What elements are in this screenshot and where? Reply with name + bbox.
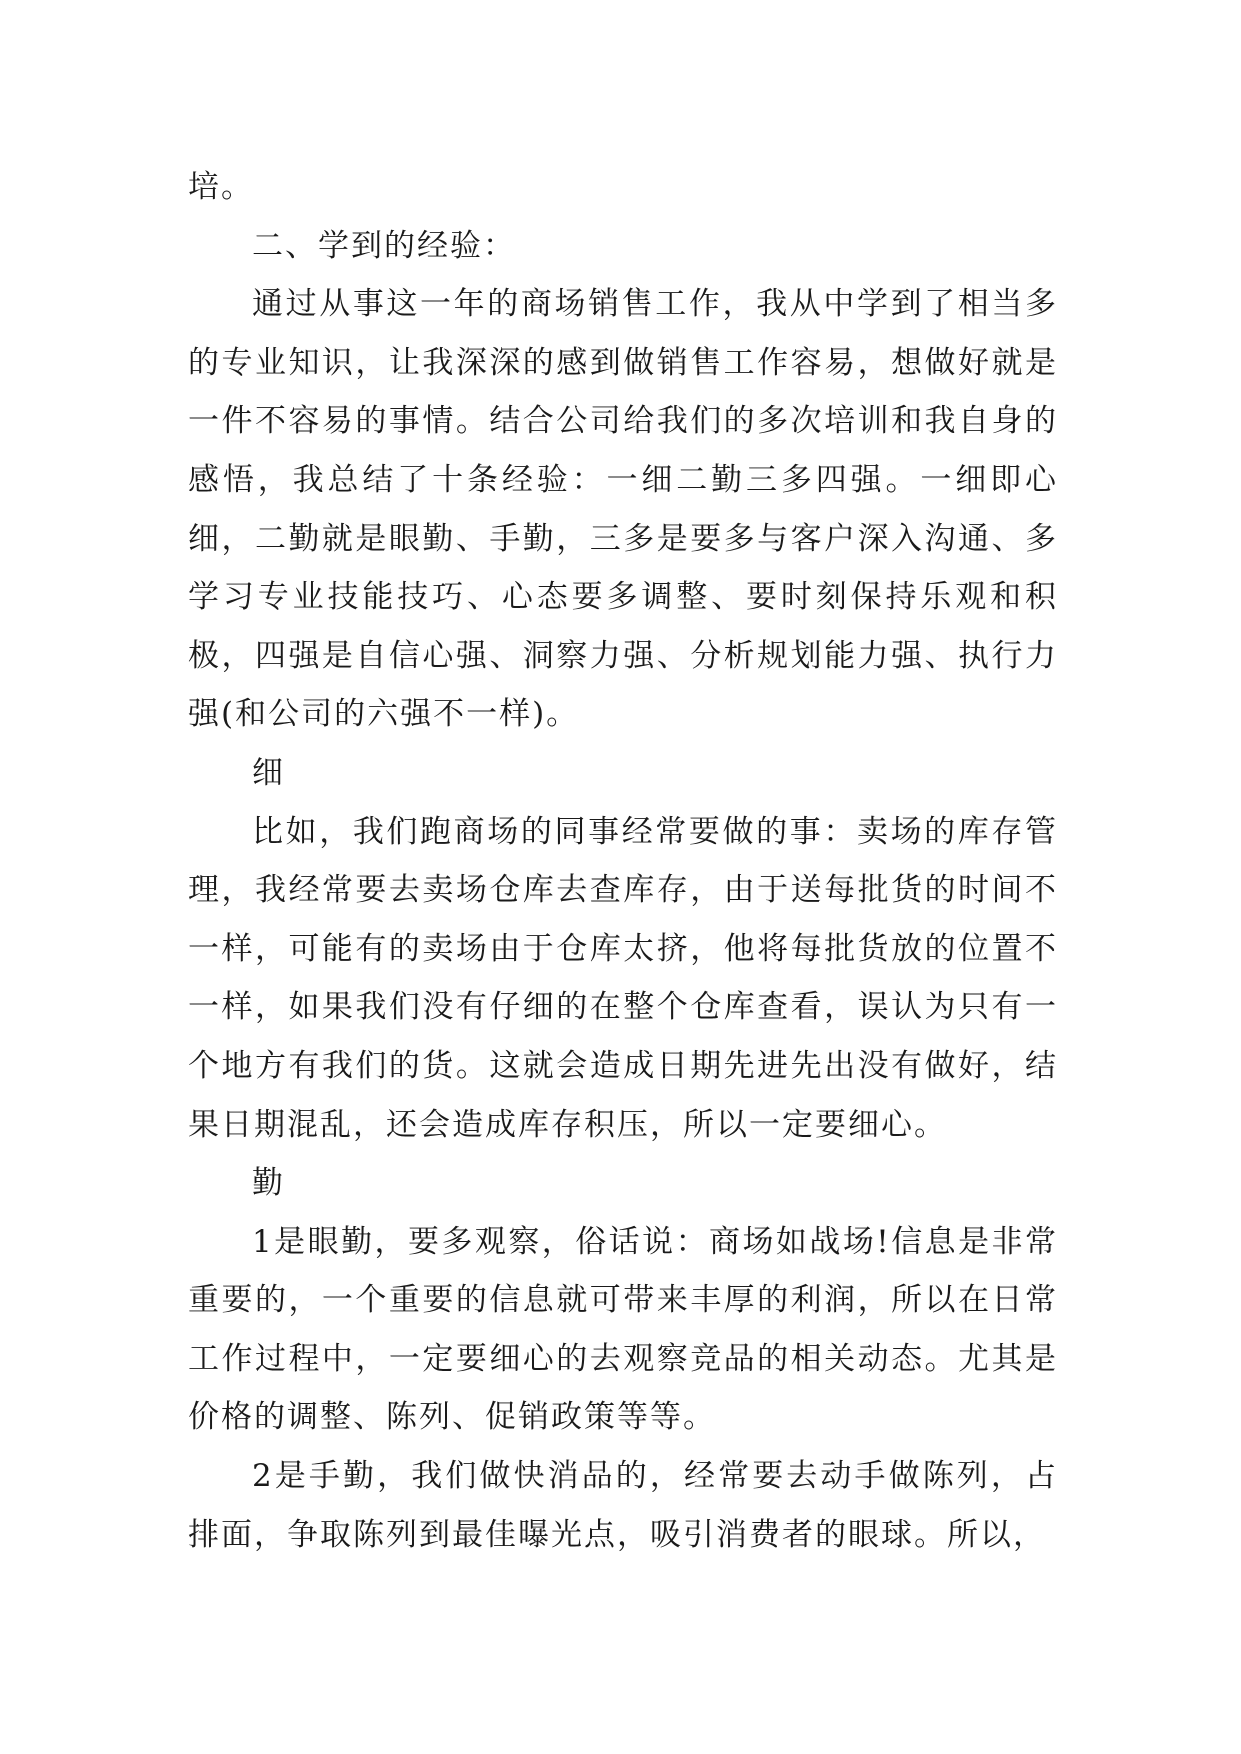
section-heading-lessons: 二、学到的经验： [252,227,516,264]
paragraph-careful-example: 比如，我们跑商场的同事经常要做的事：卖场的库存管理，我经常要去卖场仓库去查库存，由于送每批货的时间不一样，可能有的卖场由于仓库太挤，他将每批货放的位置不一样，如果我们没有仔细的在整个仓库查看，误认为只有一个地方有我们的货。这就会造成日期先进先出没有做好，结果日期混乱，还会造成库存积压，所以一定要细心。 [188,813,1058,1143]
document-body [188,158,1058,1564]
paragraph-eye-diligence: 1是眼勤，要多观察，俗话说：商场如战场!信息是非常重要的，一个重要的信息就可带来丰厚的利润，所以在日常工作过程中，一定要细心的去观察竞品的相关动态。尤其是价格的调整、陈列、促销政策等等。 [188,1223,1058,1436]
paragraph-continuation: 培。 [188,169,254,205]
subheading-diligent: 勤 [252,1165,285,1202]
paragraph-hand-diligence: 2是手勤，我们做快消品的，经常要去动手做陈列，占排面，争取陈列到最佳曝光点，吸引消费者的眼球。所以， [188,1458,1058,1553]
subheading-careful: 细 [252,754,285,791]
paragraph-experience-summary: 通过从事这一年的商场销售工作，我从中学到了相当多的专业知识，让我深深的感到做销售工作容易，想做好就是一件不容易的事情。结合公司给我们的多次培训和我自身的感悟，我总结了十条经验：一细二勤三多四强。一细即心细，二勤就是眼勤、手勤，三多是要多与客户深入沟通、多学习专业技能技巧、心态要多调整、要时刻保持乐观和积极，四强是自信心强、洞察力强、分析规划能力强、执行力强(和公司的六强不一样)。 [188,286,1058,733]
